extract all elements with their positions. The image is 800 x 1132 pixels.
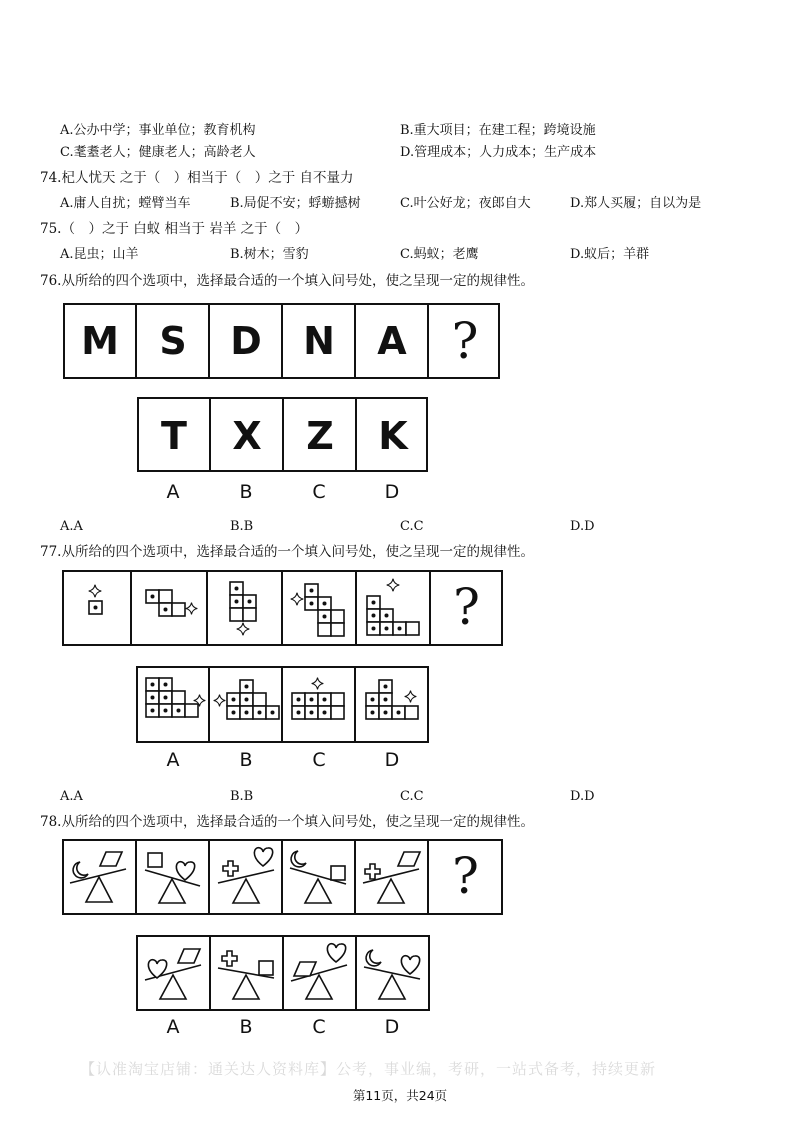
- q76-question-mark: ?: [451, 312, 479, 370]
- q74-option-c: C.叶公好龙；夜郎自大: [400, 196, 531, 211]
- q76-label-c: C: [312, 481, 326, 503]
- q76-seq-4: N: [303, 319, 335, 363]
- q73-option-a: A.公办中学；事业单位；教育机构: [60, 123, 256, 138]
- q78-fig2: [145, 853, 200, 903]
- q76-seq-5: A: [377, 319, 407, 363]
- q78-fig3: [218, 848, 274, 903]
- q77-label-d: D: [384, 749, 400, 771]
- q78-fig1: [70, 852, 126, 902]
- q78-choice-a-figure: [145, 949, 201, 999]
- q77-fig3: [230, 582, 256, 635]
- q78-fig4: [290, 851, 346, 903]
- q78-fig5: [363, 852, 420, 903]
- q76-answer-a: A.A: [60, 519, 83, 534]
- q73-option-d: D.管理成本；人力成本；生产成本: [400, 145, 597, 160]
- q75-option-b: B.树木；雪豹: [230, 247, 309, 262]
- q77-answer-d: D.D: [570, 789, 595, 804]
- q76-label-a: A: [166, 481, 180, 503]
- q76-answer-d: D.D: [570, 519, 595, 534]
- q75-stem: 75.（ ）之于 白蚁 相当于 岩羊 之于（ ）: [40, 221, 309, 237]
- q75-option-d: D.蚁后；羊群: [570, 247, 650, 262]
- q78-stem: 78.从所给的四个选项中，选择最合适的一个填入问号处，使之呈现一定的规律性。: [40, 814, 534, 830]
- q77-question-mark: ?: [453, 578, 480, 636]
- q77-label-c: C: [312, 749, 326, 771]
- q73-option-b: B.重大项目；在建工程；跨境设施: [400, 123, 596, 138]
- q73-option-c: C.耄耋老人；健康老人；高龄老人: [60, 145, 256, 160]
- q78-choice-c-figure: [291, 944, 347, 999]
- page-footer: 第11页，共24页: [352, 1088, 448, 1103]
- q76-answer-b: B.B: [230, 519, 254, 534]
- q77-answer-b: B.B: [230, 789, 254, 804]
- q78-label-c: C: [312, 1016, 326, 1038]
- q76-seq-2: S: [159, 319, 187, 363]
- q77-label-b: B: [239, 749, 253, 771]
- q77-choice-a-figure: [146, 678, 205, 717]
- q74-option-d: D.郑人买履；自以为是: [570, 196, 702, 211]
- q77-fig5: [367, 579, 419, 635]
- q74-option-a: A.庸人自扰；螳臂当车: [60, 196, 191, 211]
- q76-label-d: D: [384, 481, 400, 503]
- q77-fig1: [89, 585, 102, 614]
- q77-choice-c-figure: [292, 678, 344, 719]
- q75-option-a: A.昆虫；山羊: [60, 247, 139, 262]
- q76-choice-d: K: [378, 414, 408, 458]
- q77-label-a: A: [166, 749, 180, 771]
- q77-fig2: [146, 590, 197, 616]
- q78-label-b: B: [239, 1016, 253, 1038]
- q78-question-mark: ?: [452, 847, 479, 905]
- q78-choice-b-figure: [218, 951, 274, 999]
- q74-stem: 74.杞人忧天 之于（ ）相当于（ ）之于 自不量力: [40, 170, 354, 186]
- q78-choice-d-figure: [364, 950, 420, 999]
- q75-option-c: C.蚂蚁；老鹰: [400, 247, 479, 262]
- q76-choice-b: X: [232, 414, 262, 458]
- q76-answer-c: C.C: [400, 519, 424, 534]
- q77-answer-a: A.A: [60, 789, 83, 804]
- watermark: 【认准淘宝店铺：通关达人资料库】公考，事业编，考研，一站式备考，持续更新: [80, 1060, 657, 1078]
- q77-answer-c: C.C: [400, 789, 424, 804]
- q78-label-d: D: [384, 1016, 400, 1038]
- q76-choice-c: Z: [306, 414, 334, 458]
- q77-choice-b-figure: [214, 680, 279, 719]
- q76-choice-a: T: [161, 414, 187, 458]
- q76-seq-3: D: [230, 319, 262, 363]
- q76-label-b: B: [239, 481, 253, 503]
- q76-seq-1: M: [81, 319, 119, 363]
- q77-stem: 77.从所给的四个选项中，选择最合适的一个填入问号处，使之呈现一定的规律性。: [40, 544, 534, 560]
- q76-stem: 76.从所给的四个选项中，选择最合适的一个填入问号处，使之呈现一定的规律性。: [40, 273, 534, 289]
- q77-choice-d-figure: [366, 680, 418, 719]
- q77-fig4: [291, 584, 344, 636]
- q78-label-a: A: [166, 1016, 180, 1038]
- q74-option-b: B.局促不安；蜉蝣撼树: [230, 196, 361, 211]
